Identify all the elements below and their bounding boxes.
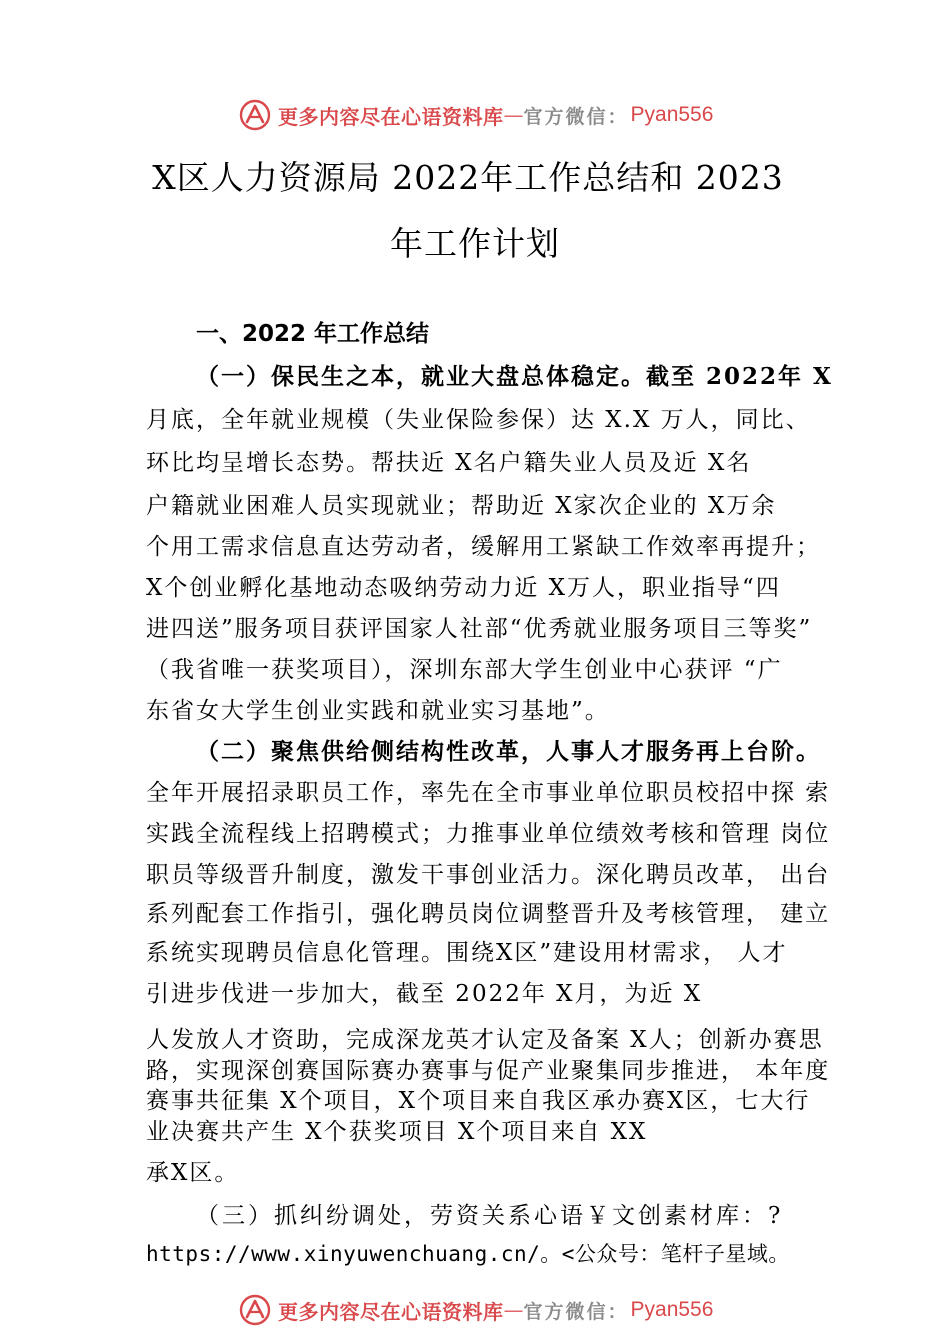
paragraph-line: 承X区。 bbox=[146, 1160, 240, 1186]
paragraph-line: （二）聚焦供给侧结构性改革，人事人才服务再上台阶。 bbox=[196, 738, 821, 765]
ribbon-logo-icon bbox=[238, 98, 272, 132]
watermark-banner-bottom bbox=[238, 1291, 713, 1329]
document-title-line-2: 年工作计划 bbox=[390, 224, 560, 263]
paragraph-line: 个用工需求信息直达劳动者，缓解用工紧缺工作效率再提升； bbox=[146, 534, 821, 560]
paragraph-line: X个创业孵化基地动态吸纳劳动力近 X万人，职业指导“四 bbox=[146, 575, 781, 601]
banner-promo-text: 更多内容尽在心语资料库 bbox=[278, 104, 504, 129]
paragraph-line: 引进步伐进一步加大，截至 2022年 X月，为近 X bbox=[146, 981, 703, 1007]
paragraph-line: 人发放人才资助，完成深龙英才认定及备案 X人；创新办赛思 bbox=[146, 1027, 824, 1053]
banner-promo-text: 更多内容尽在心语资料库 bbox=[278, 1299, 504, 1324]
paragraph-line: https://www.xinyuwenchuang.cn/。<公众号：笔杆子星域。 bbox=[146, 1242, 790, 1266]
banner-wechat-label: 官方微信： bbox=[523, 1300, 629, 1323]
paragraph-line: 系列配套工作指引，强化聘员岗位调整晋升及考核管理， 建立 bbox=[146, 901, 831, 927]
paragraph-line: 路，实现深创赛国际赛办赛事与促产业聚集同步推进， 本年度 bbox=[146, 1058, 831, 1084]
banner-separator: — bbox=[503, 1298, 524, 1322]
paragraph-line: （三）抓纠纷调处，劳资关系心语￥文创素材库：? bbox=[196, 1203, 784, 1229]
paragraph-line: （我省唯一获奖项目），深圳东部大学生创业中心获评 “广 bbox=[146, 657, 783, 683]
paragraph-line: 全年开展招录职员工作，率先在全市事业单位职员校招中探 索 bbox=[146, 780, 831, 806]
paragraph-line: 实践全流程线上招聘模式；力推事业单位绩效考核和管理 岗位 bbox=[146, 821, 831, 847]
watermark-banner-top bbox=[238, 96, 713, 134]
banner-separator: — bbox=[503, 103, 524, 127]
banner-wechat-label: 官方微信： bbox=[523, 105, 629, 128]
section-heading: 一、2022 年工作总结 bbox=[196, 321, 430, 347]
paragraph-line: 职员等级晋升制度，激发干事创业活力。深化聘员改革， 出台 bbox=[146, 862, 831, 888]
document-title-line-1: X区人力资源局 2022年工作总结和 2023 bbox=[152, 158, 784, 197]
ribbon-logo-icon bbox=[238, 1293, 272, 1327]
paragraph-line: 业决赛共产生 X个获奖项目 X个项目来自 XX bbox=[146, 1119, 648, 1145]
paragraph-line: 东省女大学生创业实践和就业实习基地”。 bbox=[146, 698, 610, 724]
banner-wechat-handle: Pyan556 bbox=[630, 103, 714, 126]
paragraph-line: （一）保民生之本，就业大盘总体稳定。截至 2022年 X bbox=[196, 363, 833, 390]
paragraph-line: 户籍就业困难人员实现就业；帮助近 X家次企业的 X万余 bbox=[146, 493, 777, 519]
paragraph-line: 进四送”服务项目获评国家人社部“优秀就业服务项目三等奖” bbox=[146, 616, 813, 642]
paragraph-line: 环比均呈增长态势。帮扶近 X名户籍失业人员及近 X名 bbox=[146, 450, 752, 476]
paragraph-line: 月底，全年就业规模（失业保险参保）达 X.X 万人，同比、 bbox=[146, 407, 811, 433]
paragraph-line: 赛事共征集 X个项目，X个项目来自我区承办赛X区，七大行 bbox=[146, 1088, 811, 1114]
paragraph-line: 系统实现聘员信息化管理。围绕X区”建设用材需求， 人才 bbox=[146, 940, 788, 966]
banner-wechat-handle: Pyan556 bbox=[630, 1298, 714, 1321]
